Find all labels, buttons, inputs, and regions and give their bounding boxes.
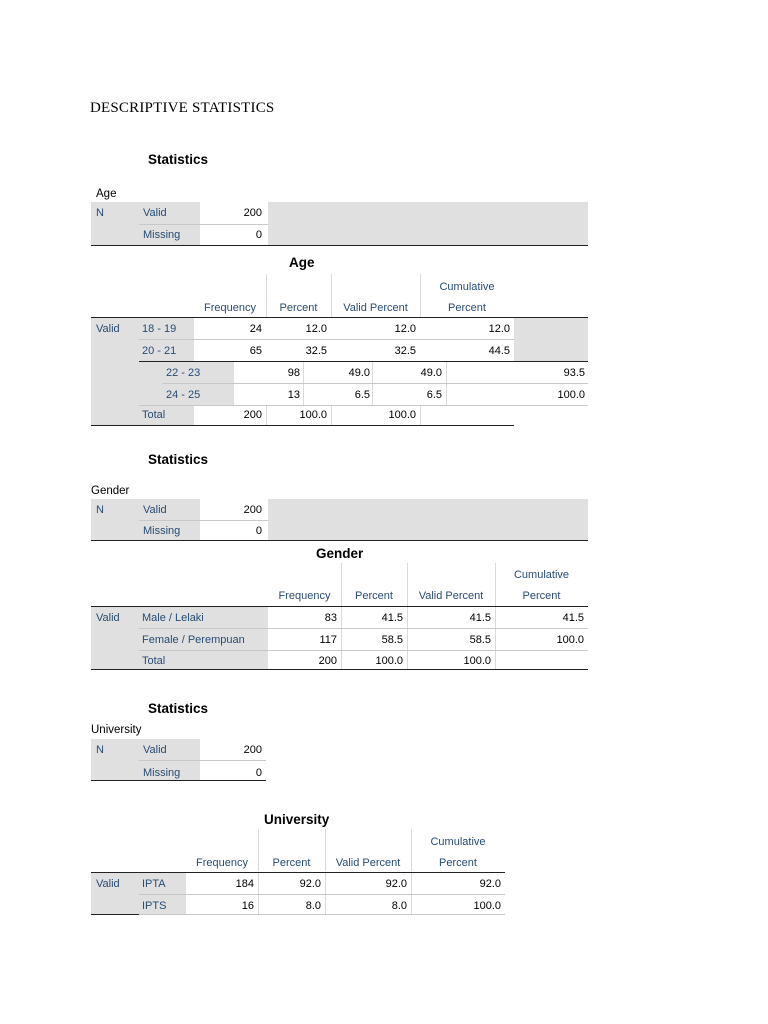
university-header-cumulative: Cumulative bbox=[430, 836, 486, 848]
university-row-label: IPTS bbox=[139, 895, 186, 914]
age-stats-missing-label: Missing bbox=[139, 224, 200, 246]
gender-stats-missing-value: 0 bbox=[255, 525, 262, 537]
gender-table-title: Gender bbox=[316, 546, 364, 561]
gender-body-divider bbox=[495, 607, 496, 669]
gender-statistics-variable: Gender bbox=[91, 485, 130, 497]
gender-statistics-title: Statistics bbox=[148, 452, 209, 467]
university-header-frequency: Frequency bbox=[196, 857, 248, 869]
gender-header-cumulative: Cumulative bbox=[513, 569, 570, 581]
age-shift-divider bbox=[446, 362, 447, 406]
university-row-divider bbox=[139, 894, 505, 895]
gender-header-valid-percent: Valid Percent bbox=[418, 590, 484, 602]
university-row-valid-percent: 8.0 bbox=[391, 900, 407, 912]
university-header-cumulative-percent: Percent bbox=[439, 857, 477, 869]
age-statistics-variable: Age bbox=[96, 188, 117, 200]
university-statistics-title: Statistics bbox=[148, 701, 209, 716]
university-row-cumulative: 100.0 bbox=[473, 900, 501, 912]
university-valid-label: Valid bbox=[91, 873, 139, 914]
age-stats-filler bbox=[268, 202, 588, 246]
age-row-label: 18 - 19 bbox=[139, 318, 194, 340]
age-row-cumulative: 44.5 bbox=[488, 345, 510, 357]
university-row-frequency: 184 bbox=[235, 878, 254, 890]
age-stats-bottom-rule bbox=[91, 245, 588, 246]
age-row-label: 22 - 23 bbox=[162, 362, 234, 384]
gender-row-valid-percent: 41.5 bbox=[469, 612, 491, 624]
university-header-valid-percent: Valid Percent bbox=[335, 857, 401, 869]
gender-total-frequency: 200 bbox=[318, 655, 337, 667]
gender-body-divider bbox=[341, 607, 342, 669]
age-header-valid-percent: Valid Percent bbox=[343, 302, 408, 314]
age-total-frequency: 200 bbox=[243, 409, 262, 421]
gender-row-cumulative: 41.5 bbox=[562, 612, 584, 624]
university-stats-valid-label: Valid bbox=[139, 739, 200, 761]
age-shift-divider bbox=[303, 362, 304, 406]
age-row-cumulative: 12.0 bbox=[488, 323, 510, 335]
age-row-percent: 12.0 bbox=[305, 323, 327, 335]
university-bottom-rule bbox=[91, 914, 139, 915]
university-row-frequency: 16 bbox=[241, 900, 254, 912]
gender-row-frequency: 117 bbox=[319, 634, 337, 646]
gender-row-cumulative: 100.0 bbox=[556, 634, 584, 646]
university-stats-valid-value: 200 bbox=[243, 744, 262, 756]
gender-header-cumulative-percent: Percent bbox=[522, 590, 561, 602]
age-row-valid-percent: 6.5 bbox=[426, 389, 442, 401]
gender-row-frequency: 83 bbox=[324, 612, 337, 624]
university-row-percent: 8.0 bbox=[305, 900, 321, 912]
gender-row-divider bbox=[139, 628, 588, 629]
gender-row-divider bbox=[139, 650, 588, 651]
age-row-label: 20 - 21 bbox=[139, 340, 194, 362]
age-valid-label: Valid bbox=[91, 318, 139, 425]
age-statistics-title: Statistics bbox=[148, 152, 209, 167]
gender-row-label: Male / Lelaki bbox=[139, 607, 268, 629]
age-row-valid-percent: 49.0 bbox=[420, 367, 442, 379]
age-header-percent: Percent bbox=[279, 302, 318, 314]
university-stats-missing-label: Missing bbox=[139, 761, 200, 781]
age-row-frequency: 65 bbox=[249, 345, 262, 357]
age-row-cumulative: 93.5 bbox=[563, 367, 585, 379]
age-total-label: Total bbox=[139, 406, 194, 425]
university-row-label: IPTA bbox=[139, 873, 186, 895]
age-total-divider bbox=[266, 406, 267, 425]
university-row-percent: 92.0 bbox=[299, 878, 321, 890]
age-row-frequency: 24 bbox=[249, 323, 262, 335]
gender-header-percent: Percent bbox=[355, 590, 393, 602]
age-total-valid-percent: 100.0 bbox=[388, 409, 416, 421]
age-stats-n-label: N bbox=[96, 207, 104, 219]
age-row-frequency: 98 bbox=[287, 367, 300, 379]
age-row-valid-percent: 12.0 bbox=[394, 323, 416, 335]
age-total-percent: 100.0 bbox=[299, 409, 327, 421]
age-row-percent: 32.5 bbox=[305, 345, 327, 357]
gender-total-label: Total bbox=[139, 651, 268, 669]
age-table-title: Age bbox=[289, 255, 315, 270]
age-total-divider bbox=[420, 406, 421, 425]
gender-stats-divider bbox=[139, 520, 268, 521]
gender-stats-valid-value: 200 bbox=[243, 504, 262, 516]
age-row-divider bbox=[162, 383, 588, 384]
gender-bottom-rule bbox=[91, 669, 588, 670]
university-stats-divider bbox=[139, 760, 266, 761]
age-header-frequency: Frequency bbox=[204, 302, 256, 314]
document-title: DESCRIPTIVE STATISTICS bbox=[90, 100, 275, 116]
age-bottom-rule bbox=[91, 425, 514, 426]
age-row-label: 24 - 25 bbox=[162, 384, 234, 406]
age-stats-divider bbox=[139, 224, 268, 225]
gender-row-valid-percent: 58.5 bbox=[469, 634, 491, 646]
university-row-cumulative: 92.0 bbox=[479, 878, 501, 890]
university-statistics-variable: University bbox=[91, 724, 142, 736]
age-header-cumulative: Cumulative bbox=[439, 281, 495, 293]
age-shift-divider bbox=[372, 362, 373, 406]
age-row-cumulative: 100.0 bbox=[557, 389, 585, 401]
gender-body-divider bbox=[407, 607, 408, 669]
university-row-valid-percent: 92.0 bbox=[385, 878, 407, 890]
gender-row-percent: 41.5 bbox=[381, 612, 403, 624]
university-header-percent: Percent bbox=[272, 857, 311, 869]
gender-stats-n-label: N bbox=[96, 504, 104, 516]
age-right-filler bbox=[514, 318, 588, 362]
university-table-title: University bbox=[264, 812, 330, 827]
gender-row-label: Female / Perempuan bbox=[139, 629, 268, 651]
gender-stats-missing-label: Missing bbox=[139, 521, 200, 541]
gender-total-percent: 100.0 bbox=[375, 655, 403, 667]
age-row-frequency: 13 bbox=[287, 389, 300, 401]
gender-stats-n-cell bbox=[91, 499, 139, 541]
age-shift-filler bbox=[139, 362, 162, 406]
gender-stats-filler bbox=[268, 499, 588, 541]
age-stats-n-cell bbox=[91, 202, 139, 246]
gender-row-percent: 58.5 bbox=[381, 634, 403, 646]
university-bottom-light-rule bbox=[139, 914, 505, 915]
gender-stats-valid-label: Valid bbox=[139, 499, 200, 521]
age-stats-valid-value: 200 bbox=[243, 207, 262, 219]
age-row-divider bbox=[139, 339, 514, 340]
gender-header-frequency: Frequency bbox=[278, 590, 331, 602]
age-header-cumulative-percent: Percent bbox=[448, 302, 486, 314]
age-stats-valid-label: Valid bbox=[139, 202, 200, 224]
gender-stats-bottom-rule bbox=[91, 540, 588, 541]
age-row-valid-percent: 32.5 bbox=[394, 345, 416, 357]
age-stats-missing-value: 0 bbox=[255, 229, 262, 241]
age-row-percent: 49.0 bbox=[348, 367, 370, 379]
university-stats-n-cell bbox=[91, 739, 139, 781]
gender-valid-label: Valid bbox=[91, 607, 139, 669]
age-total-divider bbox=[331, 406, 332, 425]
university-stats-missing-value: 0 bbox=[255, 767, 262, 779]
age-row-percent: 6.5 bbox=[354, 389, 370, 401]
university-stats-bottom-rule bbox=[91, 780, 266, 781]
university-stats-n-label: N bbox=[96, 744, 104, 756]
gender-total-valid-percent: 100.0 bbox=[463, 655, 491, 667]
